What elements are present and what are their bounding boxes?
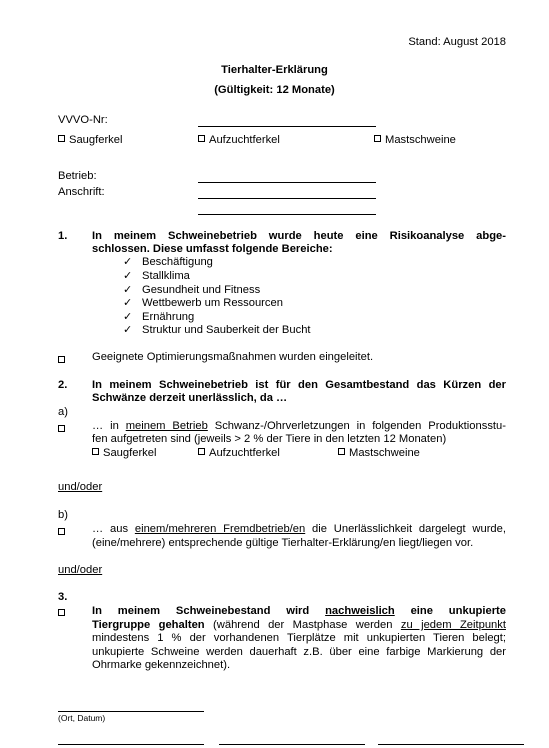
checkbox-mastschweine[interactable]: Mastschweine <box>374 134 456 148</box>
checkmark-icon: ✓ <box>123 284 133 296</box>
betrieb-label: Betrieb: <box>58 170 97 182</box>
area-item: Struktur und Sauberkeit der Bucht <box>142 324 311 336</box>
checkbox-icon <box>374 135 381 142</box>
checkmark-icon: ✓ <box>123 311 133 323</box>
vvvo-input-line[interactable] <box>198 126 376 127</box>
option-b-line-2: (eine/mehrere) entsprechende gültige Tierhalter-Erklärung/en liegt/liegen vor. <box>92 537 474 549</box>
area-item: Ernährung <box>142 311 195 323</box>
date-stamp: Stand: August 2018 <box>408 36 506 48</box>
and-or-separator-1: und/oder <box>58 481 103 493</box>
checkbox-icon <box>92 448 99 455</box>
vvvo-label: VVVO-Nr: <box>58 114 108 126</box>
section-3-line-5: Ohrmarke gekennzeichnet). <box>92 659 231 671</box>
document-title: Tierhalter-Erklärung <box>221 64 328 76</box>
checkbox-a-mastschweine[interactable]: Mastschweine <box>338 447 420 461</box>
area-item: Wettbewerb um Ressourcen <box>142 297 283 309</box>
checkbox-icon <box>198 448 205 455</box>
signature-line-3[interactable] <box>378 744 524 745</box>
option-a-label: a) <box>58 406 68 418</box>
place-date-label: (Ort, Datum) <box>58 713 106 723</box>
section-2-line-2: Schwänze derzeit unerlässlich, da … <box>92 392 288 404</box>
checkbox-icon <box>338 448 345 455</box>
section-3-line-4: unkupierte Schweine werden dauerhaft z.B. über eine farbige Markierung der <box>92 646 506 658</box>
checkbox-a-saugferkel[interactable]: Saugferkel <box>92 447 157 461</box>
betrieb-input-line[interactable] <box>198 182 376 183</box>
option-a-line-2: fen aufgetreten sind (jeweils > 2 % der Tiere in den letzten 12 Monaten) <box>92 433 447 445</box>
measures-text: Geeignete Optimierungsmaßnahmen wurden eingeleitet. <box>92 351 374 363</box>
place-date-line[interactable] <box>58 711 204 712</box>
and-or-separator-2: und/oder <box>58 564 103 576</box>
signature-line-1[interactable] <box>58 744 204 745</box>
area-item: Gesundheit und Fitness <box>142 284 261 296</box>
anschrift-label: Anschrift: <box>58 186 105 198</box>
checkbox-icon <box>58 135 65 142</box>
checkmark-icon: ✓ <box>123 256 133 268</box>
section-3-number: 3. <box>58 591 68 603</box>
checkmark-icon: ✓ <box>123 324 133 336</box>
area-item: Beschäftigung <box>142 256 213 268</box>
signature-line-2[interactable] <box>219 744 365 745</box>
checkmark-icon: ✓ <box>123 270 133 282</box>
anschrift-input-line-1[interactable] <box>198 198 376 199</box>
section-2-number: 2. <box>58 379 68 391</box>
checkbox-section-3[interactable] <box>58 609 65 616</box>
section-1-line-1: In meinem Schweinebetrieb wurde heute eine Risikoanalyse abge- <box>92 230 506 242</box>
option-a-line-1: … in meinem Betrieb Schwanz-/Ohrverletzungen in folgenden Produktionsstu- <box>92 420 506 432</box>
checkbox-option-a[interactable] <box>58 425 65 432</box>
checkbox-saugferkel[interactable]: Saugferkel <box>58 134 123 148</box>
checkbox-a-aufzuchtferkel[interactable]: Aufzuchtferkel <box>198 447 280 461</box>
section-3-line-1: In meinem Schweinebestand wird nachweislich eine unkupierte <box>92 605 506 617</box>
section-3-line-2: Tiergruppe gehalten (während der Mastphase werden zu jedem Zeitpunkt <box>92 619 506 631</box>
checkbox-icon <box>198 135 205 142</box>
checkbox-option-b[interactable] <box>58 528 65 535</box>
section-3-line-3: mindestens 1 % der vorhandenen Tierplätze mit unkupierten Tieren belegt; <box>92 632 506 644</box>
option-b-label: b) <box>58 509 68 521</box>
section-1-line-2: schlossen. Diese umfasst folgende Bereiche: <box>92 243 333 255</box>
section-2-line-1: In meinem Schweinebetrieb ist für den Gesamtbestand das Kürzen der <box>92 379 506 391</box>
section-1-number: 1. <box>58 230 68 242</box>
document-subtitle: (Gültigkeit: 12 Monate) <box>214 84 335 96</box>
checkbox-aufzuchtferkel[interactable]: Aufzuchtferkel <box>198 134 280 148</box>
anschrift-input-line-2[interactable] <box>198 214 376 215</box>
checkbox-measures[interactable] <box>58 356 65 363</box>
checkmark-icon: ✓ <box>123 297 133 309</box>
area-item: Stallklima <box>142 270 190 282</box>
option-b-line-1: … aus einem/mehreren Fremdbetrieb/en die Unerlässlichkeit dargelegt wurde, <box>92 523 506 535</box>
